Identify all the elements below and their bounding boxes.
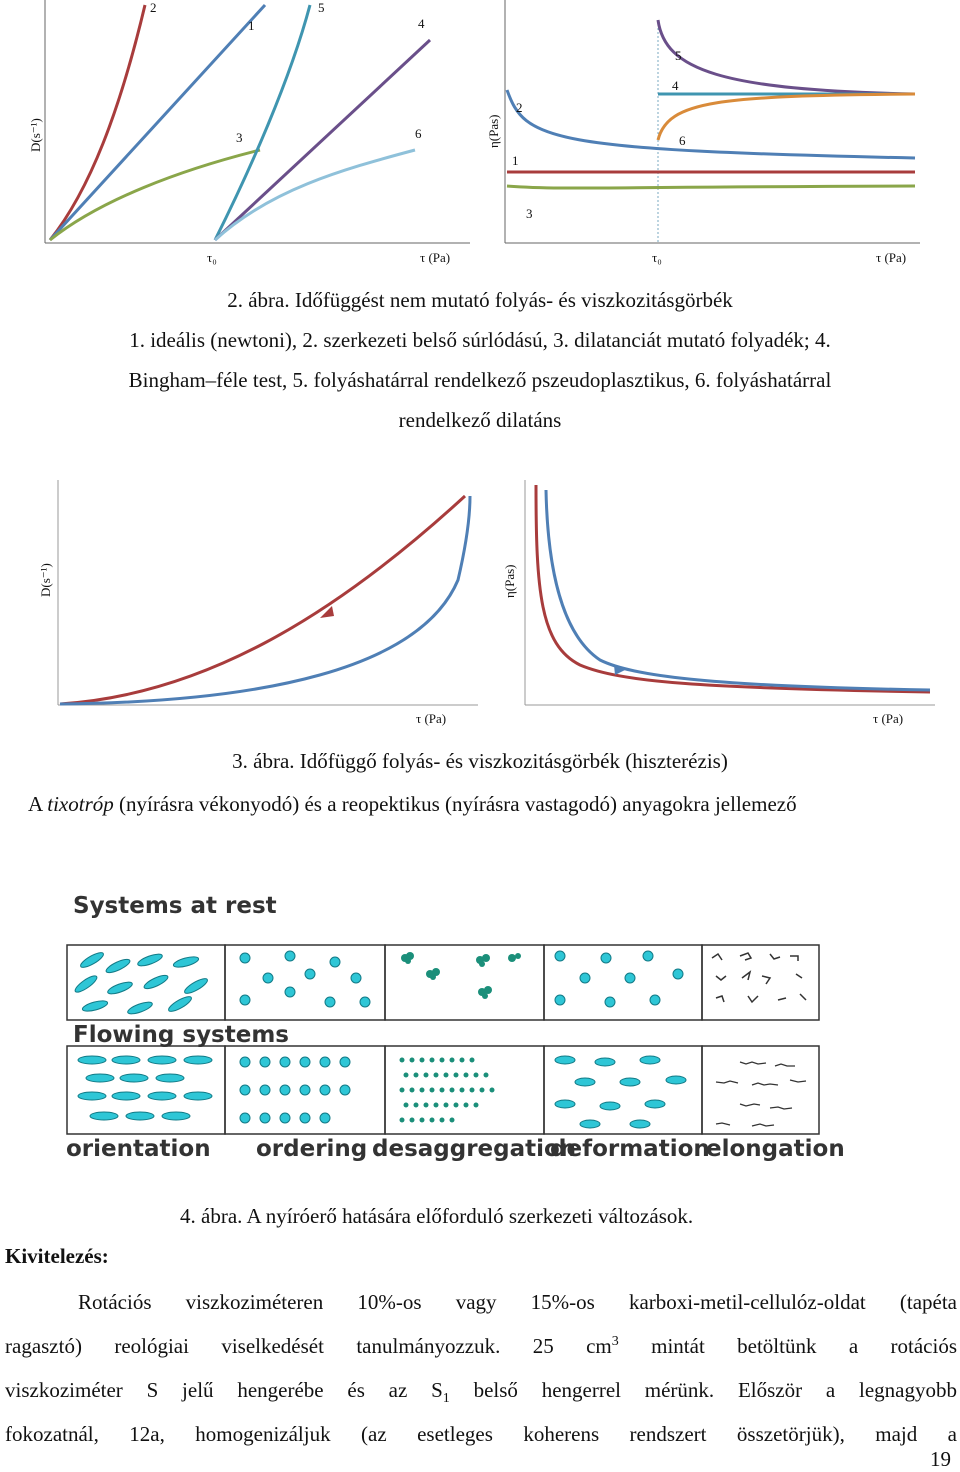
fig2-caption-line: 1. ideális (newtoni), 2. szerkezeti belső súrlódású, 3. dilatanciát mutató folyadék; 4. [129, 328, 831, 352]
rest-particles [240, 951, 370, 1007]
fig2-caption-line: 2. ábra. Időfüggést nem mutató folyás- és viszkozitásgörbék [227, 288, 733, 312]
text-span: mintát betöltünk a rotációs [618, 1334, 957, 1358]
systems-at-rest-title: Systems at rest [73, 893, 277, 919]
fig2-curve-r6 [658, 94, 915, 140]
fig2-label: 5 [675, 48, 682, 63]
fig2-left-ylabel: D(s⁻¹) [28, 118, 43, 152]
body-line: Rotációs viszkoziméteren 10%-os vagy 15%-os karboxi-metil-cellulóz-oldat (tapéta [78, 1290, 957, 1314]
fig2-left-xlabel: τ (Pa) [420, 250, 451, 265]
fig3-left-xlabel: τ (Pa) [416, 711, 447, 726]
fig2-label: 1 [248, 18, 255, 33]
tixotrop-term: tixotróp [47, 792, 114, 816]
fig2-label: 5 [318, 0, 325, 15]
fig2-right-ylabel: η(Pas) [486, 114, 501, 148]
fig2-right-xlabel: τ (Pa) [876, 250, 907, 265]
fig2-caption [0, 280, 960, 440]
fig3-graphs [0, 470, 960, 720]
fig2-right-tau0: τ₀ [652, 250, 662, 265]
fig3-right-xlabel: τ (Pa) [873, 711, 904, 726]
fig3-left-ylabel: D(s⁻¹) [38, 563, 53, 597]
rest-droplets [555, 951, 683, 1007]
flow-deformed-droplets [555, 1056, 686, 1128]
hysteresis-down-curve [60, 496, 465, 704]
body-line: fokozatnál, 12a, homogenizáljuk (az esetleges koherens rendszert összetörjük), majd a [5, 1422, 957, 1446]
fig2-label: 6 [415, 126, 422, 141]
fig2-curve-r2 [507, 90, 915, 158]
superscript: 3 [611, 1334, 619, 1349]
fig2-label: 4 [418, 16, 425, 31]
fig4-diagram [0, 930, 960, 1140]
fig2-label: 2 [516, 100, 523, 115]
fig2-label: 6 [679, 133, 686, 148]
section-body [5, 1280, 957, 1456]
fig2-left-tau0: τ₀ [207, 250, 217, 265]
body-line [5, 1368, 957, 1412]
fig2-caption-line: Bingham–féle test, 5. folyáshatárral rendelkező pszeudoplasztikus, 6. folyáshatárral [128, 368, 832, 392]
fig2-label: 3 [526, 206, 533, 221]
text-span: (nyírásra vékonyodó) és a reopektikus (nyírásra vastagodó) anyagokra jellemező [113, 792, 797, 816]
fig2-label: 4 [672, 78, 679, 93]
flow-dispersed-particles [400, 1058, 495, 1123]
label-orientation: orientation [66, 1136, 211, 1162]
label-deformation: deformation [550, 1136, 710, 1162]
flowing-systems-title: Flowing systems [73, 1022, 289, 1048]
page-number: 19 [930, 1447, 951, 1471]
body-line [5, 1324, 957, 1368]
fig4-caption: 4. ábra. A nyíróerő hatására előforduló szerkezeti változások. [180, 1204, 694, 1228]
rest-coils [712, 953, 806, 1002]
label-desaggregation: desaggregation [372, 1136, 577, 1162]
text-span: A [28, 792, 48, 816]
fig3-right-ylabel: η(Pas) [502, 564, 517, 598]
fig2-graphs [0, 0, 960, 275]
label-ordering: ordering [256, 1136, 368, 1162]
label-elongation: elongation [706, 1136, 845, 1162]
text-span: viszkoziméter S jelű hengerébe és az S [5, 1378, 443, 1402]
flow-rods [78, 1056, 212, 1120]
fig2-curve-6 [215, 150, 415, 240]
rest-aggregates [401, 952, 521, 999]
rest-rods [73, 950, 209, 1016]
fig2-curve-4 [215, 40, 430, 240]
flow-ordered-particles [240, 1057, 350, 1123]
hysteresis-up-curve [60, 496, 470, 704]
flow-elongated-chains [716, 1062, 806, 1126]
fig2-label: 3 [236, 130, 243, 145]
viscosity-down-curve [546, 490, 930, 690]
fig2-label: 1 [512, 153, 519, 168]
subscript: 1 [442, 1391, 450, 1407]
fig2-caption-line: rendelkező dilatáns [398, 408, 562, 432]
viscosity-up-curve [536, 485, 930, 692]
fig2-curve-r3 [507, 186, 915, 188]
text-span: belső hengerrel mérünk. Először a legnagyobb [449, 1378, 957, 1402]
section-heading: Kivitelezés: [5, 1244, 109, 1268]
text-span: ragasztó) reológiai viselkedését tanulmányozzuk. 25 cm [5, 1334, 612, 1358]
fig3-description [28, 784, 797, 824]
fig3-caption: 3. ábra. Időfüggő folyás- és viszkozitásgörbék (hiszterézis) [232, 749, 728, 773]
fig2-curve-r5 [658, 20, 915, 94]
fig2-label: 2 [150, 0, 157, 15]
fig2-curve-2 [50, 5, 145, 240]
